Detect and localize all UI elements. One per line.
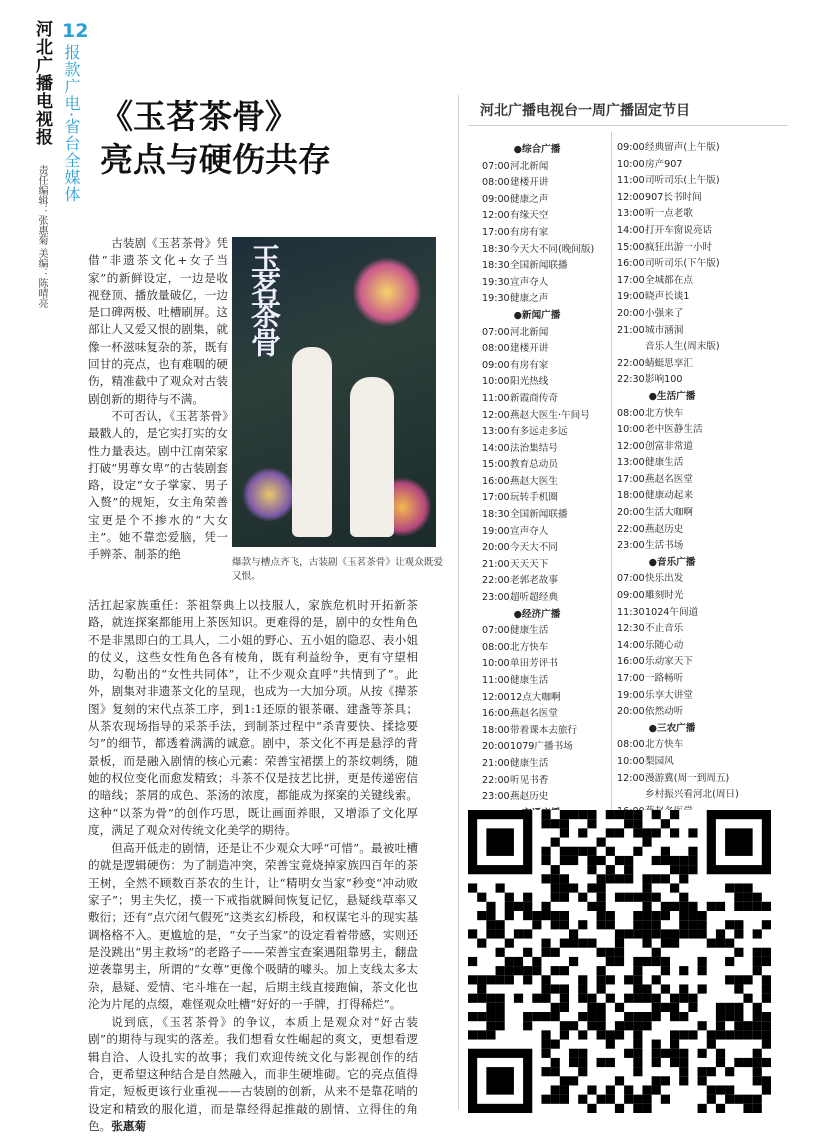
schedule-time: 08:00 (482, 343, 510, 355)
schedule-program: 建楼开讲 (510, 177, 549, 189)
schedule-time: 23:00 (617, 540, 645, 552)
schedule-program: 梨园风 (645, 755, 674, 767)
schedule-time: 10:00 (617, 755, 645, 767)
schedule-row (482, 391, 607, 408)
schedule-time: 17:00 (482, 226, 510, 238)
publication-name: 河北广播电视报 (32, 20, 52, 146)
schedule-time: 18:00 (482, 724, 510, 736)
schedule-row (482, 673, 607, 690)
title-line-2: 亮点与硬伤共存 (100, 140, 331, 179)
schedule-time: 08:00 (617, 739, 645, 751)
schedule-row (482, 524, 607, 541)
schedule-row (482, 623, 607, 640)
schedule-program: 燕赵历史 (510, 791, 549, 803)
masthead (30, 20, 90, 360)
schedule-channel-header: ●音乐广播 (648, 556, 696, 568)
poster-figure-male (292, 347, 332, 537)
schedule-program: 有缘天空 (510, 210, 549, 222)
poster-title: 玉茗茶骨 (245, 243, 280, 355)
schedule-program: 北方快车 (645, 407, 684, 419)
schedule-program: 快乐出发 (645, 573, 684, 585)
schedule-time: 17:00 (617, 473, 645, 485)
schedule-time: 10:00 (482, 376, 510, 388)
schedule-time: 12:30 (617, 623, 645, 635)
schedule-time: 22:00 (617, 357, 645, 369)
schedule-time: 22:00 (617, 523, 645, 535)
schedule-program: 乡村振兴看河北(周日) (645, 789, 739, 801)
schedule-program: 河北新闻 (510, 160, 549, 172)
schedule-row (617, 787, 787, 804)
schedule-program: 超听超经典 (510, 592, 558, 604)
schedule-program: 音乐人生(周末版) (645, 341, 720, 353)
article-paragraph: 活扛起家族重任：茶祖祭典上以技服人，家族危机时开拓新茶路，就连探案都能用上茶医知识。更难得的是，剧中的女性角色不是非黑即白的工具人，二小姐的野心、五小姐的隐忍、表小姐的仗义，这些女性角色各有棱角，既有利益纷争，更有守望相助，勾勒出的“女性共同体”，让不少观众直呼“共情到了”。此外，剧集对非遗茶文化的呈现，也成为一大加分项。从按《撵茶图》复刻的宋代点茶工序，到1:1还原的银茶碾、建盏等茶具；从茶农现场指导的采茶手法，到制茶过程中“杀青要快、揉捻要匀”的细节，都透着满满的诚意。剧中，茶文化不再是悬浮的背景板，而是融入剧情的核心元素：荣善宝裙摆上的茶纹刺绣，随她的权位变化而愈发精致；斗茶不仅是技艺比拼，更是传递密信的暗线；茶屑的成色、茶汤的浓度，都能成为探案的关键线索。这种“以茶为骨”的创作巧思，既让画面养眼，又增添了文化厚度，满足了观众对传统文化美学的期待。 (88, 598, 418, 837)
schedule-time: 17:00 (482, 492, 510, 504)
schedule-time: 20:00 (482, 741, 510, 753)
schedule-program: 健康之声 (510, 293, 549, 305)
schedule-channel-header: ●三农广播 (648, 722, 696, 734)
schedule-time: 10:00 (617, 158, 645, 170)
schedule-time: 12:00 (482, 210, 510, 222)
schedule-row (617, 206, 787, 223)
schedule-row (617, 323, 787, 340)
schedule-row (617, 223, 787, 240)
schedule-program: 乐随心动 (645, 639, 684, 651)
schedule-row (482, 474, 607, 491)
schedule-time: 20:00 (617, 507, 645, 519)
schedule-program: 影响100 (645, 374, 683, 386)
schedule-program: 教育总动员 (510, 459, 558, 471)
article-title (100, 95, 331, 181)
schedule-row (482, 275, 607, 292)
schedule-program: 带着课本去旅行 (510, 724, 578, 736)
schedule-time: 07:00 (482, 625, 510, 637)
schedule-time: 18:30 (482, 509, 510, 521)
schedule-program: 今天大不同(晚间版) (510, 243, 595, 255)
schedule-row (617, 339, 787, 356)
article-paragraph-text: 说到底，《玉茗茶骨》的争议，本质上是观众对“好古装剧”的期待与现实的落差。我们想看女性崛起的爽文，更想看逻辑自洽、人设扎实的故事；我们欢迎传统文化与影视创作的结合，更希望这种结合是自然融入，而非生硬堆砌。它的亮点值得肯定，短板更该行业重视——古装剧的创新，从来不是靠花哨的设定和精致的服化道，而是靠经得起推敲的剧情、立得住的角色。 (88, 1015, 418, 1133)
schedule-row (617, 372, 787, 389)
schedule-time: 08:00 (482, 177, 510, 189)
schedule-row (617, 157, 787, 174)
schedule-program: 天天天下 (510, 558, 549, 570)
editor-credits: 责任编辑：张惠菊 美编：陈晴亮 (36, 165, 47, 309)
schedule-row (482, 441, 607, 458)
schedule-program: 全城都在点 (645, 274, 693, 286)
schedule-time: 12:00 (617, 191, 645, 203)
schedule-row (617, 621, 787, 638)
article-paragraph: 古装剧《玉茗茶骨》凭借“非遗茶文化+女子当家”的新鲜设定，一边是收视登顶、播放量破亿，一边是口碑两极、吐槽刷屏。这部让人又爱又恨的剧集，就像一杯滋味复杂的茶，既有回甘的亮点，也有难咽的硬伤，精准截中了观众对古装剧创新的期待与不满。 (88, 236, 228, 406)
schedule-row (482, 789, 607, 806)
schedule-time: 14:00 (482, 442, 510, 454)
schedule-program: 全国新闻联播 (510, 260, 568, 272)
schedule-row (482, 690, 607, 707)
schedule-row (617, 488, 787, 505)
schedule-time: 12:00 (617, 440, 645, 452)
schedule-time: 18:30 (482, 243, 510, 255)
schedule-time: 11:00 (617, 175, 645, 187)
schedule-program: 晓声长谈1 (645, 291, 690, 303)
schedule-time: 18:30 (482, 260, 510, 272)
schedule-program: 北方快车 (510, 641, 549, 653)
schedule-row (617, 422, 787, 439)
schedule-time: 23:00 (482, 592, 510, 604)
image-caption: 爆款与槽点齐飞，古装剧《玉茗茶骨》让观众既爱又恨。 (232, 557, 444, 582)
schedule-row (482, 739, 607, 756)
article-paragraph: 不可否认，《玉茗茶骨》最戳人的，是它实打实的女性力量表达。剧中江南荣家打破“男尊女卑”的古装剧套路，设定“女子掌家、男子入赘”的规矩，女主角荣善宝更是个不掺水的“大女主”。她不靠恋爱脑，凭一手辨茶、制茶的绝 (88, 408, 228, 562)
schedule-program: 司听司乐(上午版) (645, 175, 720, 187)
schedule-time: 11:30 (617, 606, 645, 618)
schedule-program: 经典留声(上午版) (645, 142, 720, 153)
article-paragraph (88, 1014, 418, 1135)
schedule-time: 08:00 (482, 641, 510, 653)
schedule-row (482, 706, 607, 723)
schedule-program: 老郭老故事 (510, 575, 558, 587)
schedule-row (617, 455, 787, 472)
schedule-row (617, 256, 787, 273)
schedule-program: 有房有家 (510, 359, 549, 371)
schedule-row (617, 704, 787, 721)
schedule-row (617, 638, 787, 655)
schedule-time: 15:00 (482, 459, 510, 471)
schedule-row (482, 557, 607, 574)
schedule-row (617, 588, 787, 605)
schedule-row (482, 175, 607, 192)
schedule-program: 有多远走多远 (510, 426, 568, 438)
schedule-program: 听见书香 (510, 774, 549, 786)
schedule-program: 新霞商传奇 (510, 392, 558, 404)
title-line-1: 《玉茗茶骨》 (100, 97, 298, 136)
schedule-time: 07:00 (482, 160, 510, 172)
schedule-program: 健康之声 (510, 193, 549, 205)
schedule-row (617, 140, 787, 157)
schedule-row (482, 341, 607, 358)
schedule-row (617, 173, 787, 190)
schedule-row (482, 291, 607, 308)
schedule-program: 玩转手机圈 (510, 492, 558, 504)
schedule-time: 23:00 (482, 791, 510, 803)
page-number: 12 (62, 20, 89, 42)
schedule-program: 不止音乐 (645, 623, 684, 635)
schedule-time: 10:00 (482, 658, 510, 670)
schedule-program: 全国新闻联播 (510, 509, 568, 521)
schedule-column-divider (611, 132, 612, 812)
schedule-time: 22:30 (617, 374, 645, 386)
schedule-time: 22:00 (482, 774, 510, 786)
schedule-row (482, 656, 607, 673)
schedule-program: 房产907 (645, 158, 683, 170)
schedule-row (617, 240, 787, 257)
schedule-row (617, 671, 787, 688)
schedule-time: 11:00 (482, 675, 510, 686)
schedule-row (482, 408, 607, 425)
schedule-program: 乐享大讲堂 (645, 689, 693, 701)
schedule-column-2 (617, 140, 787, 837)
schedule-program: 907长书时间 (645, 191, 702, 203)
schedule-program: 健康生活 (510, 625, 549, 637)
schedule-column-1 (482, 142, 607, 839)
schedule-row (617, 505, 787, 522)
section-name: 报款广电·省台全媒体 (62, 44, 81, 204)
schedule-time: 09:00 (617, 590, 645, 602)
schedule-time: 18:00 (617, 490, 645, 502)
schedule-time: 12:00 (482, 409, 510, 421)
schedule-time: 17:00 (617, 274, 645, 286)
schedule-row (482, 507, 607, 524)
schedule-program: 单田芳评书 (510, 658, 558, 670)
poster-figure-female (350, 377, 394, 537)
schedule-program: 小强来了 (645, 307, 684, 319)
schedule-time: 19:30 (482, 293, 510, 305)
schedule-row (482, 573, 607, 590)
schedule-time: 21:00 (482, 558, 510, 570)
schedule-row (617, 472, 787, 489)
article-author: 张惠菊 (111, 1118, 146, 1133)
schedule-time: 16:00 (482, 475, 510, 487)
schedule-program: 河北新闻 (510, 326, 549, 338)
schedule-program: 燕赵大医生·午间号 (510, 409, 590, 421)
schedule-row (482, 590, 607, 607)
schedule-time: 13:00 (617, 457, 645, 469)
schedule-rule (468, 125, 788, 126)
schedule-row (482, 358, 607, 375)
schedule-row (482, 192, 607, 209)
schedule-row (617, 306, 787, 323)
schedule-time: 17:00 (617, 673, 645, 684)
schedule-program: 雕刻时光 (645, 590, 684, 602)
drama-poster-image (232, 237, 436, 547)
schedule-row (617, 439, 787, 456)
schedule-time: 09:00 (482, 359, 510, 371)
schedule-program: 漫游冀(周一到周五) (645, 772, 730, 784)
schedule-row (482, 424, 607, 441)
schedule-row (482, 723, 607, 740)
schedule-program: 创富非常道 (645, 440, 693, 452)
schedule-row (482, 540, 607, 557)
qr-code (468, 810, 771, 1113)
schedule-program: 1079广播书场 (510, 741, 573, 753)
schedule-row (617, 356, 787, 373)
column-divider (458, 95, 459, 1110)
schedule-row (617, 654, 787, 671)
schedule-program: 乐动家天下 (645, 656, 693, 668)
schedule-time: 11:00 (482, 392, 510, 404)
schedule-program: 生活大咖啊 (645, 507, 693, 519)
schedule-row (482, 773, 607, 790)
schedule-program: 一路畅听 (645, 673, 684, 684)
schedule-row (617, 754, 787, 771)
schedule-program: 燕赵大医生 (510, 475, 558, 487)
schedule-time: 21:00 (482, 757, 510, 769)
schedule-time: 20:00 (482, 542, 510, 554)
schedule-row (617, 688, 787, 705)
schedule-program: 打开车窗说亮话 (645, 224, 713, 236)
qr-code-graphic (468, 810, 771, 1113)
schedule-time: 19:00 (482, 525, 510, 537)
schedule-program: 法治集结号 (510, 442, 558, 454)
schedule-program: 12点大咖啊 (510, 691, 561, 703)
schedule-row (482, 457, 607, 474)
schedule-time: 13:00 (482, 426, 510, 438)
schedule-time: 14:00 (617, 639, 645, 651)
schedule-program: 疯狂出游一小时 (645, 241, 713, 253)
schedule-row (617, 190, 787, 207)
schedule-program: 燕赵历史 (645, 523, 684, 535)
schedule-time: 16:00 (482, 708, 510, 720)
schedule-program: 健康生活 (645, 457, 684, 469)
schedule-channel-header: ●经济广播 (513, 608, 561, 620)
schedule-time: 20:00 (617, 706, 645, 718)
schedule-program: 听一点老歌 (645, 208, 693, 220)
schedule-time: 22:00 (482, 575, 510, 587)
schedule-program: 宣声夺人 (510, 525, 549, 537)
schedule-channel-header: ●综合广播 (513, 144, 561, 155)
schedule-program: 建楼开讲 (510, 343, 549, 355)
schedule-program: 宣声夺人 (510, 276, 549, 288)
schedule-program: 阳光热线 (510, 376, 549, 388)
schedule-program: 城市涵洞 (645, 324, 684, 336)
schedule-program: 燕赵名医堂 (645, 473, 693, 485)
schedule-title: 河北广播电视台一周广播固定节目 (480, 103, 690, 119)
schedule-row (617, 771, 787, 788)
schedule-time: 08:00 (617, 407, 645, 419)
article-body-bottom (88, 597, 418, 1136)
poster-flower (242, 467, 297, 522)
schedule-row (482, 242, 607, 259)
schedule-row (482, 225, 607, 242)
schedule-row (482, 490, 607, 507)
schedule-program: 老中医静生活 (645, 424, 703, 436)
schedule-row (482, 258, 607, 275)
schedule-channel-header: ●新闻广播 (513, 309, 561, 321)
schedule-row (617, 571, 787, 588)
schedule-time: 13:00 (617, 208, 645, 220)
schedule-time: 21:00 (617, 324, 645, 336)
schedule-time: 07:00 (617, 573, 645, 585)
schedule-row (482, 374, 607, 391)
schedule-program: 生活书场 (645, 540, 684, 552)
schedule-time: 12:00 (617, 772, 645, 784)
schedule-program: 健康生活 (510, 675, 549, 686)
schedule-time: 19:00 (617, 291, 645, 303)
schedule-row (617, 737, 787, 754)
schedule-row (617, 289, 787, 306)
schedule-program: 北方快车 (645, 739, 684, 751)
schedule-row (617, 538, 787, 555)
schedule-row (482, 756, 607, 773)
schedule-program: 健康动起来 (645, 490, 693, 502)
schedule-time: 09:00 (617, 142, 645, 153)
schedule-program: 依然动听 (645, 706, 684, 718)
schedule-program: 健康生活 (510, 757, 549, 769)
schedule-row (482, 325, 607, 342)
article-paragraph: 但高开低走的剧情，还是让不少观众大呼“可惜”。最被吐槽的就是逻辑硬伤：为了制造冲突，荣善宝竟烧掉家族四百年的茶王树，全然不顾数百茶农的生计，让“精明女当家”秒变“冲动败家子”；男主失忆，摸一下戒指就瞬间恢复记忆，悬疑线草率又敷衍；还有“点穴闭气假死”这类玄幻桥段，和权谋宅斗的现实基调格格不入。更尴尬的是，“女子当家”的设定看着带感，实则还是没跳出“男主救场”的老路子——荣善宝查案遇阻靠男主，翻盘逆袭靠男主，所谓的“女尊”更像个吸睛的噱头。加上支线太多太杂，悬疑、爱情、宅斗堆在一起，后期主线直接跑偏，茶文化也沦为片尾的点缀，难怪观众吐槽“好好的一手牌，打得稀烂”。 (88, 841, 418, 1011)
schedule-time: 16:00 (617, 656, 645, 668)
schedule-time: 07:00 (482, 326, 510, 338)
schedule-time: 16:00 (617, 258, 645, 270)
schedule-row (482, 208, 607, 225)
schedule-program: 燕赵名医堂 (510, 708, 558, 720)
schedule-time: 15:00 (617, 241, 645, 253)
schedule-time: 19:00 (617, 689, 645, 701)
schedule-row (617, 605, 787, 622)
schedule-row (617, 273, 787, 290)
schedule-program: 1024午间道 (645, 606, 699, 618)
schedule-time: 19:30 (482, 276, 510, 288)
schedule-time: 14:00 (617, 224, 645, 236)
schedule-channel-header: ●生活广播 (648, 390, 696, 402)
schedule-row (617, 522, 787, 539)
schedule-row (617, 406, 787, 423)
schedule-program: 司听司乐(下午版) (645, 258, 720, 270)
schedule-row (482, 640, 607, 657)
poster-flower (352, 257, 422, 327)
schedule-time: 09:00 (482, 193, 510, 205)
schedule-time: 10:00 (617, 424, 645, 436)
schedule-program: 今天大不同 (510, 542, 558, 554)
schedule-time: 20:00 (617, 307, 645, 319)
schedule-program: 有房有家 (510, 226, 549, 238)
schedule-time: 12:00 (482, 691, 510, 703)
schedule-program: 蜻蜓思享汇 (645, 357, 693, 369)
schedule-row (482, 159, 607, 176)
